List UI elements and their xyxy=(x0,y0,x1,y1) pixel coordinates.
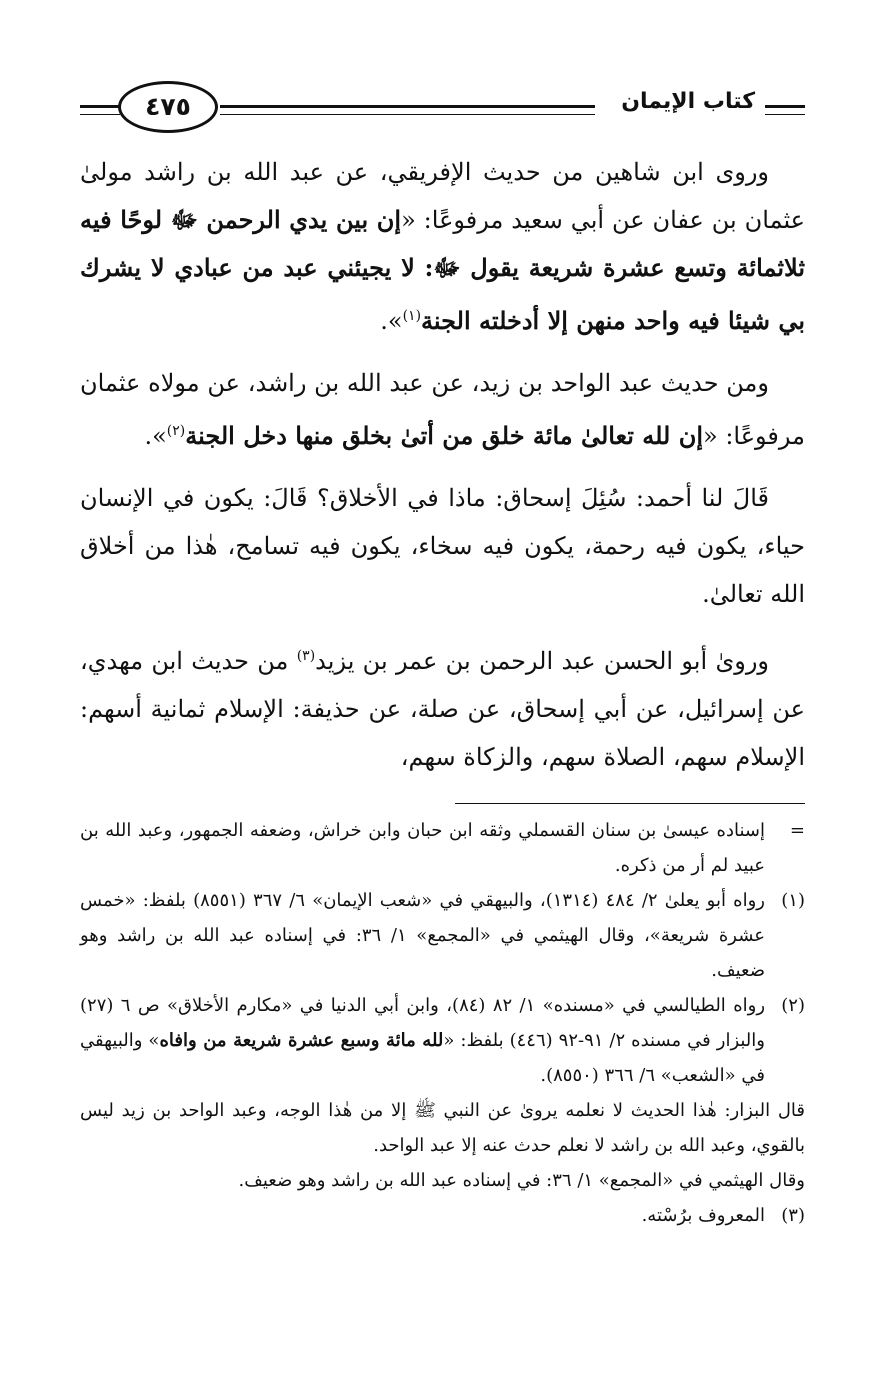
paragraph-1 xyxy=(80,148,805,345)
hadith-quote-1: إن بين يدي الرحمن ﷻ لوحًا فيه ثلاثمائة وتسع عشرة شريعة يقول ﷻ: لا يجيئني عبد من عبادي لا يشرك بي شيئا فيه واحد منهن إلا أدخلته الجنة xyxy=(80,205,805,335)
paragraph-1-text: وروى ابن شاهين من حديث الإفريقي، عن عبد الله بن راشد مولىٰ عثمان بن عفان عن أبي سعيد مرفوعًا: « xyxy=(80,158,806,234)
footnote-separator xyxy=(455,803,805,804)
paragraph-4-rest: من حديث ابن مهدي، عن إسرائيل، عن أبي إسحاق، عن صلة، عن حذيفة: الإسلام ثمانية أسهم: الإسلام سهم، الصلاة سهم، والزكاة سهم، xyxy=(80,647,805,771)
footnote-ref-2: (٢) xyxy=(166,423,186,439)
footnote-text: رواه الطيالسي في «مسنده» ١/ ٨٢ (٨٤)، وابن أبي الدنيا في «مكارم الأخلاق» ص ٦ (٢٧) والبزار في مسنده ٢/ ٩١-٩٢ (٤٤٦) بلفظ: « xyxy=(80,995,766,1051)
main-text xyxy=(80,148,805,795)
footnote-continued xyxy=(80,813,805,883)
footnote-mark: (١) xyxy=(781,890,805,911)
paragraph-2-end: ». xyxy=(144,422,167,450)
paragraph-4 xyxy=(80,632,805,781)
header-rule-left xyxy=(80,105,120,115)
paragraph-3: قَالَ لنا أحمد: سُئِلَ إسحاق: ماذا في الأخلاق؟ قَالَ: يكون في الإنسان حياء، يكون فيه رحمة، يكون فيه سخاء، يكون فيه تسامح، هٰذا من أخلاق الله تعالىٰ. xyxy=(80,484,805,608)
page-header xyxy=(80,68,805,142)
footnote-text: رواه أبو يعلىٰ ٢/ ٤٨٤ (١٣١٤)، والبيهقي في «شعب الإيمان» ٦/ ٣٦٧ (٨٥٥١) بلفظ: «خمس عشرة شريعة»، وقال الهيثمي في «المجمع» ١/ ٣٦: في إسناده عبد الله بن راشد وهو ضعيف. xyxy=(80,890,765,981)
book-page xyxy=(80,68,805,1358)
footnote-mark: = xyxy=(789,820,805,841)
book-title: كتاب الإيمان xyxy=(621,89,755,114)
footnote-ref-1: (١) xyxy=(402,308,422,324)
paragraph-2-text: ومن حديث عبد الواحد بن زيد، عن عبد الله بن راشد، عن مولاه عثمان مرفوعًا: « xyxy=(80,369,805,450)
footnotes xyxy=(80,813,805,1233)
footnote-text: إسناده عيسىٰ بن سنان القسملي وثقه ابن حبان وابن خراش، وضعفه الجمهور، وعبد الله بن عبيد لم أر من ذكره. xyxy=(80,820,765,876)
hadith-quote-2: إن لله تعالىٰ مائة خلق من أتىٰ بخلق منها دخل الجنة xyxy=(185,421,703,450)
paragraph-1-end: ». xyxy=(380,307,403,335)
paragraph-2 xyxy=(80,359,805,460)
footnote-mark: (٣) xyxy=(781,1205,805,1226)
footnote-2-comment: قال البزار: هٰذا الحديث لا نعلمه يرویٰ عن النبي ﷺ إلا من هٰذا الوجه، وعبد الواحد بن زيد ليس بالقوي، وعبد الله بن راشد لا نعلم حدث عنه إلا عبد الواحد. xyxy=(80,1100,805,1156)
page-number: ٤٧٥ xyxy=(118,81,218,133)
paragraph-4-text: ورویٰ أبو الحسن عبد الرحمن بن عمر بن يزيد xyxy=(315,647,769,675)
header-rule-middle xyxy=(220,105,595,115)
footnote-2 xyxy=(80,988,805,1093)
footnote-mark: (٢) xyxy=(781,995,805,1016)
header-rule-right xyxy=(765,105,805,115)
footnote-text-end: » والبيهقي في «الشعب» ٦/ ٣٦٦ (٨٥٥٠). xyxy=(80,1030,765,1086)
footnote-3 xyxy=(80,1198,805,1233)
footnote-2-comment-2: وقال الهيثمي في «المجمع» ١/ ٣٦: في إسناده عبد الله بن راشد وهو ضعيف. xyxy=(238,1170,805,1191)
footnote-1 xyxy=(80,883,805,988)
footnote-ref-3: (٣) xyxy=(296,648,316,664)
footnote-text: المعروف برُسْته. xyxy=(641,1205,765,1226)
footnote-quote: لله مائة وسبع عشرة شريعة من وافاه xyxy=(159,1030,444,1051)
